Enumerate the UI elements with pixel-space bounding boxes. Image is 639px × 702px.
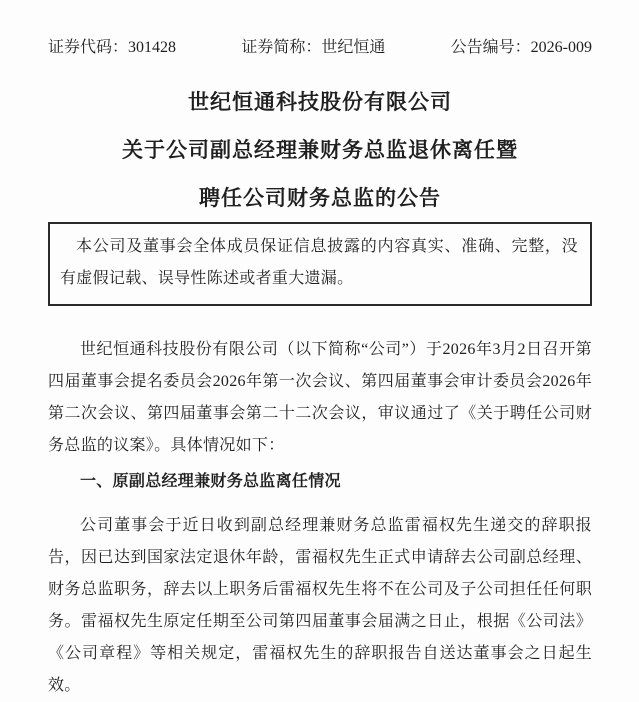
stock-name (241, 38, 385, 58)
section-heading-1: 一、原副总经理兼财务总监离任情况 (80, 473, 341, 490)
stock-name-value: 世纪恒通 (321, 39, 386, 56)
announcement-number-label: 公告编号： (450, 39, 531, 56)
company-name-title: 世纪恒通科技股份有限公司 (188, 90, 452, 114)
title-block (48, 78, 592, 222)
disclaimer-text: 本公司及董事会全体成员保证信息披露的内容真实、准确、完整，没有虚假记载、误导性陈述或者重大遗漏。 (60, 238, 578, 287)
document-header (48, 38, 592, 58)
announcement-number (451, 38, 592, 58)
stock-code-label: 证券代码： (48, 39, 129, 56)
announcement-title-line-1: 关于公司副总经理兼财务总监退休离任暨 (122, 138, 518, 162)
stock-code (48, 38, 176, 58)
stock-name-label: 证券简称： (241, 39, 322, 56)
resignation-paragraph: 公司董事会于近日收到副总经理兼财务总监雷福权先生递交的辞职报告，因已达到国家法定退休年龄，雷福权先生正式申请辞去公司副总经理、财务总监职务，辞去以上职务后雷福权先生将不在公司及子公司担任任何职务。雷福权先生原定任期至公司第四届董事会届满之日止，根据《公司法》《公司章程》等相关规定，雷福权先生的辞职报告自送达董事会之日起生效。 (48, 517, 592, 694)
disclaimer-box (48, 222, 592, 306)
announcement-title-line-2: 聘任公司财务总监的公告 (199, 186, 441, 210)
announcement-number-value: 2026-009 (530, 39, 592, 56)
intro-paragraph: 世纪恒通科技股份有限公司（以下简称“公司”）于2026年3月2日召开第四届董事会提名委员会2026年第一次会议、第四届董事会审计委员会2026年第二次会议、第四届董事会第二十二次会议，审议通过了《关于聘任公司财务总监的议案》。具体情况如下： (48, 341, 592, 454)
stock-code-value: 301428 (128, 39, 177, 56)
